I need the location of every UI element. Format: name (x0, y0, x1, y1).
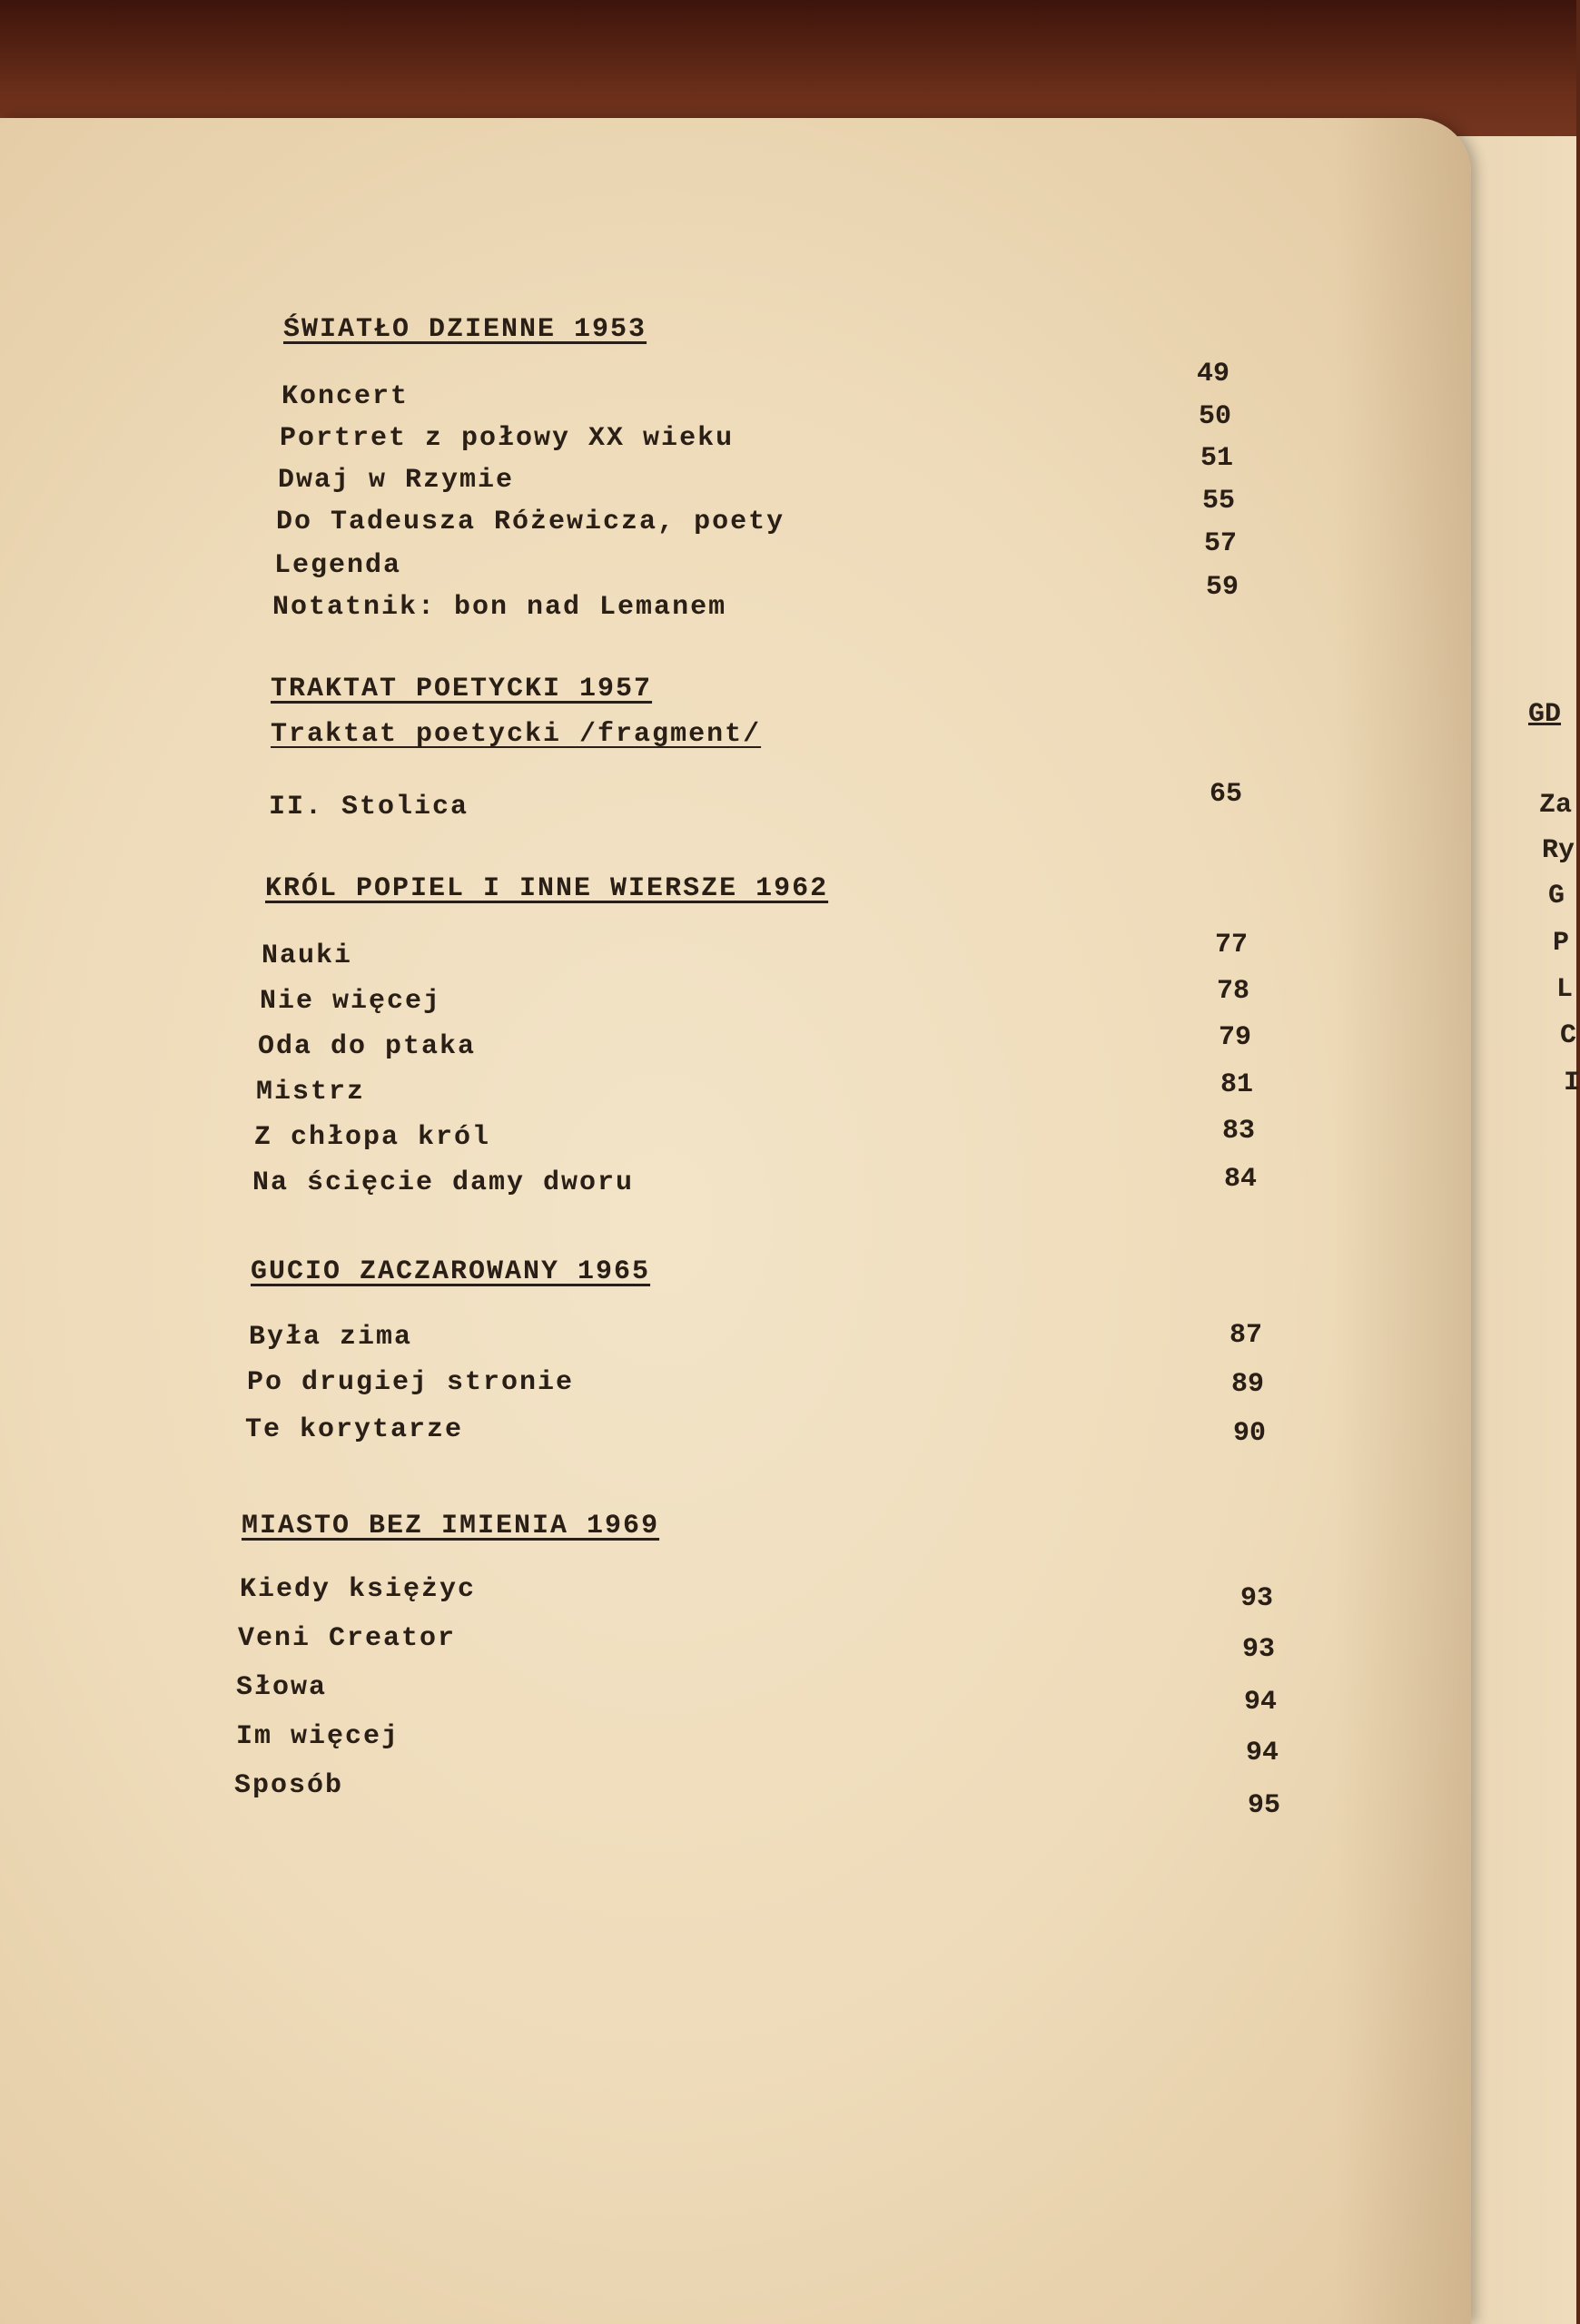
toc-entry-page: 50 (1199, 401, 1232, 432)
toc-entry-title: Koncert (281, 381, 410, 412)
toc-entry-title: Dwaj w Rzymie (278, 465, 515, 496)
toc-entry-page: 79 (1219, 1022, 1252, 1053)
toc-entry-page: 57 (1204, 528, 1238, 559)
toc-entry-title: II. Stolica (269, 792, 469, 822)
facing-page-fragment: L (1556, 974, 1574, 1005)
section-title: GUCIO ZACZAROWANY 1965 (251, 1256, 651, 1287)
toc-entry-title: Po drugiej stronie (247, 1367, 575, 1398)
section-title: TRAKTAT POETYCKI 1957 (271, 674, 653, 704)
toc-entry-page: 84 (1224, 1164, 1258, 1195)
facing-page-fragment: Ry (1542, 835, 1575, 866)
toc-entry-page: 55 (1202, 486, 1236, 517)
toc-entry-title: Była zima (249, 1322, 413, 1353)
toc-entry-title: Veni Creator (238, 1623, 457, 1654)
toc-entry-page: 49 (1197, 359, 1230, 389)
toc-entry-title: Legenda (274, 550, 402, 581)
facing-page-fragment: C (1560, 1020, 1577, 1051)
toc-entry-title: Sposób (234, 1770, 344, 1801)
toc-entry-page: 83 (1222, 1116, 1256, 1147)
toc-entry-page: 90 (1233, 1418, 1267, 1449)
facing-page-fragment: G (1548, 881, 1565, 911)
toc-entry-title: Mistrz (256, 1077, 366, 1108)
toc-entry-title: Nauki (262, 940, 353, 971)
toc-entry-title: Oda do ptaka (258, 1031, 477, 1062)
toc-entry-page: 59 (1206, 572, 1239, 603)
section-title: KRÓL POPIEL I INNE WIERSZE 1962 (265, 873, 829, 904)
toc-entry-title: Z chłopa król (254, 1122, 491, 1153)
toc-entry-page: 65 (1210, 779, 1243, 810)
toc-entry-title: Notatnik: bon nad Lemanem (272, 592, 727, 623)
toc-entry-title: Im więcej (236, 1721, 400, 1752)
section-title: ŚWIATŁO DZIENNE 1953 (283, 314, 647, 345)
facing-page-fragment: Za (1539, 790, 1573, 821)
toc-entry-page: 93 (1240, 1583, 1274, 1614)
toc-entry-title: Słowa (236, 1672, 328, 1703)
toc-entry-page: 89 (1231, 1369, 1265, 1400)
toc-entry-page: 95 (1248, 1790, 1281, 1821)
toc-entry-title: Na ścięcie damy dworu (252, 1167, 635, 1198)
toc-entry-page: 93 (1242, 1634, 1276, 1665)
toc-entry-page: 94 (1244, 1687, 1278, 1718)
toc-entry-title: Do Tadeusza Różewicza, poety (276, 507, 785, 537)
toc-entry-page: 87 (1229, 1320, 1263, 1351)
facing-page-fragment: GD (1528, 699, 1562, 730)
toc-entry-page: 78 (1217, 976, 1250, 1007)
toc-entry-title: Portret z połowy XX wieku (280, 423, 735, 454)
toc-entry-page: 51 (1200, 443, 1234, 474)
toc-entry-page: 77 (1215, 930, 1249, 960)
toc-entry-title: Te korytarze (245, 1414, 464, 1445)
toc-entry-page: 81 (1220, 1069, 1254, 1100)
toc-entry-title: Nie więcej (260, 986, 442, 1017)
toc-entry-title: Kiedy księżyc (240, 1574, 477, 1605)
toc-entry-page: 94 (1246, 1738, 1279, 1768)
facing-page-fragment: I (1564, 1068, 1580, 1098)
facing-page-fragment: P (1553, 928, 1570, 959)
section-title: MIASTO BEZ IMIENIA 1969 (242, 1511, 660, 1541)
section-subtitle: Traktat poetycki /fragment/ (271, 719, 762, 750)
